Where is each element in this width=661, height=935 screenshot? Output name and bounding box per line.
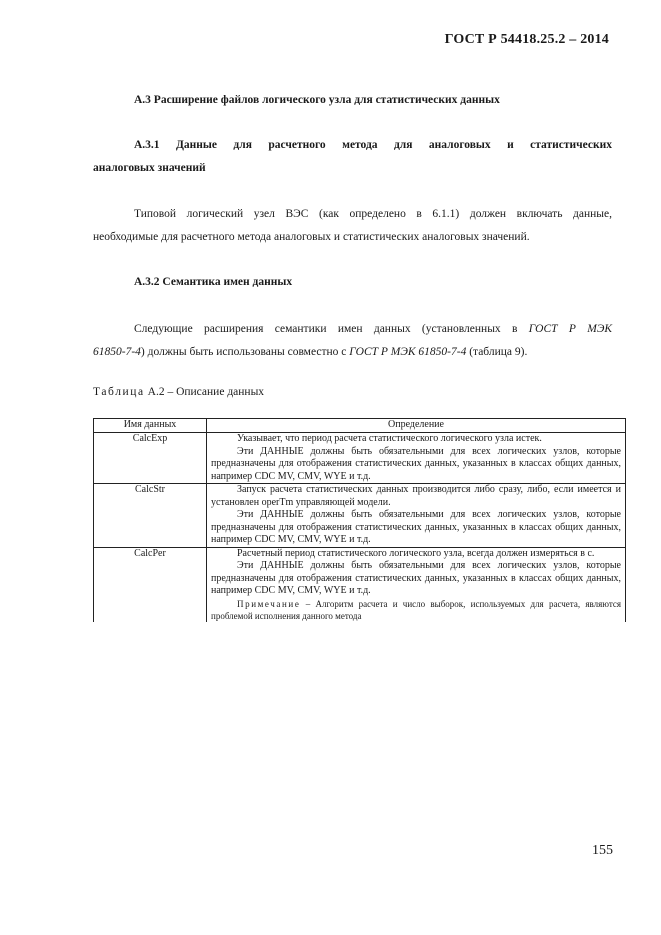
paragraph-2-text: (таблица 9). [469, 346, 528, 358]
definition-text: Указывает, что период расчета статистического логического узла истек. [237, 433, 542, 444]
note-label: Примечание [237, 598, 301, 609]
note-text: – Алгоритм расчета и число выборок, используемых для расчета, являются проблемой исполнения данного метода [211, 598, 622, 621]
table-caption-word: Таблица [93, 386, 145, 398]
column-header-name: Имя данных [94, 419, 207, 433]
paragraph-1-line2: необходимые для расчетного метода аналоговых и статистических аналоговых значений. [93, 231, 530, 243]
definition-cell [207, 547, 626, 622]
section-a31-heading-line2: аналоговых значений [93, 162, 206, 174]
paragraph-2-text: Следующие расширения семантики имен данных (установленных в [134, 323, 518, 335]
definition-text: Эти ДАННЫЕ должны быть обязательными для всех логических узлов, которые предназначены для отображения статистических данных, указанных в классах общих данных, например CDC MV, CMV, WYE и т.д. [211, 445, 621, 482]
table-row [94, 484, 626, 548]
table-row [94, 547, 626, 622]
data-name-cell: CalcExp [94, 433, 207, 484]
definition-text: Эти ДАННЫЕ должны быть обязательными для всех логических узлов, которые предназначены для отображения статистических данных, указанных в классах общих данных, например CDC MV, CMV, WYE и т.д. [211, 509, 621, 545]
definition-cell [207, 433, 626, 484]
paragraph-2-line2 [93, 342, 527, 363]
standard-reference: 61850-7-4 [93, 346, 141, 358]
paragraph-1-line1: Типовой логический узел ВЭС (как определено в 6.1.1) должен включать данные, [134, 208, 612, 220]
definition-text: Запуск расчета статистических данных производится либо сразу, либо, если имеется и установлен operTm управляющей модели. [211, 484, 621, 508]
definition-cell [207, 484, 626, 548]
section-a32-heading: А.3.2 Семантика имен данных [134, 276, 293, 288]
page-number: 155 [592, 843, 613, 858]
document-header: ГОСТ Р 54418.25.2 – 2014 [444, 32, 609, 47]
table-caption [93, 386, 264, 398]
data-name-cell: CalcStr [94, 484, 207, 548]
data-name-cell: CalcPer [94, 547, 207, 622]
paragraph-2-text: ) должны быть использованы совместно с [140, 346, 347, 358]
section-a3-heading: А.3 Расширение файлов логического узла для статистических данных [134, 94, 500, 106]
paragraph-2-line1 [134, 319, 612, 340]
table-note [211, 598, 621, 622]
definition-text: Эти ДАННЫЕ должны быть обязательными для всех логических узлов, которые предназначены для отображения статистических данных, указанных в классах общих данных, например CDC MV, CMV, WYE и т.д. [211, 560, 621, 596]
table-caption-title: А.2 – Описание данных [147, 386, 265, 398]
table-header-row [94, 419, 626, 433]
definition-text: Расчетный период статистического логического узла, всегда должен измеряться в с. [237, 547, 595, 559]
column-header-definition: Определение [207, 419, 626, 433]
table-row [94, 433, 626, 484]
section-a31-heading-line1: А.3.1 Данные для расчетного метода для аналоговых и статистических [134, 139, 612, 151]
standard-reference: ГОСТ Р МЭК [528, 323, 612, 335]
data-description-table [93, 418, 626, 622]
standard-reference: ГОСТ Р МЭК 61850-7-4 [349, 346, 467, 358]
